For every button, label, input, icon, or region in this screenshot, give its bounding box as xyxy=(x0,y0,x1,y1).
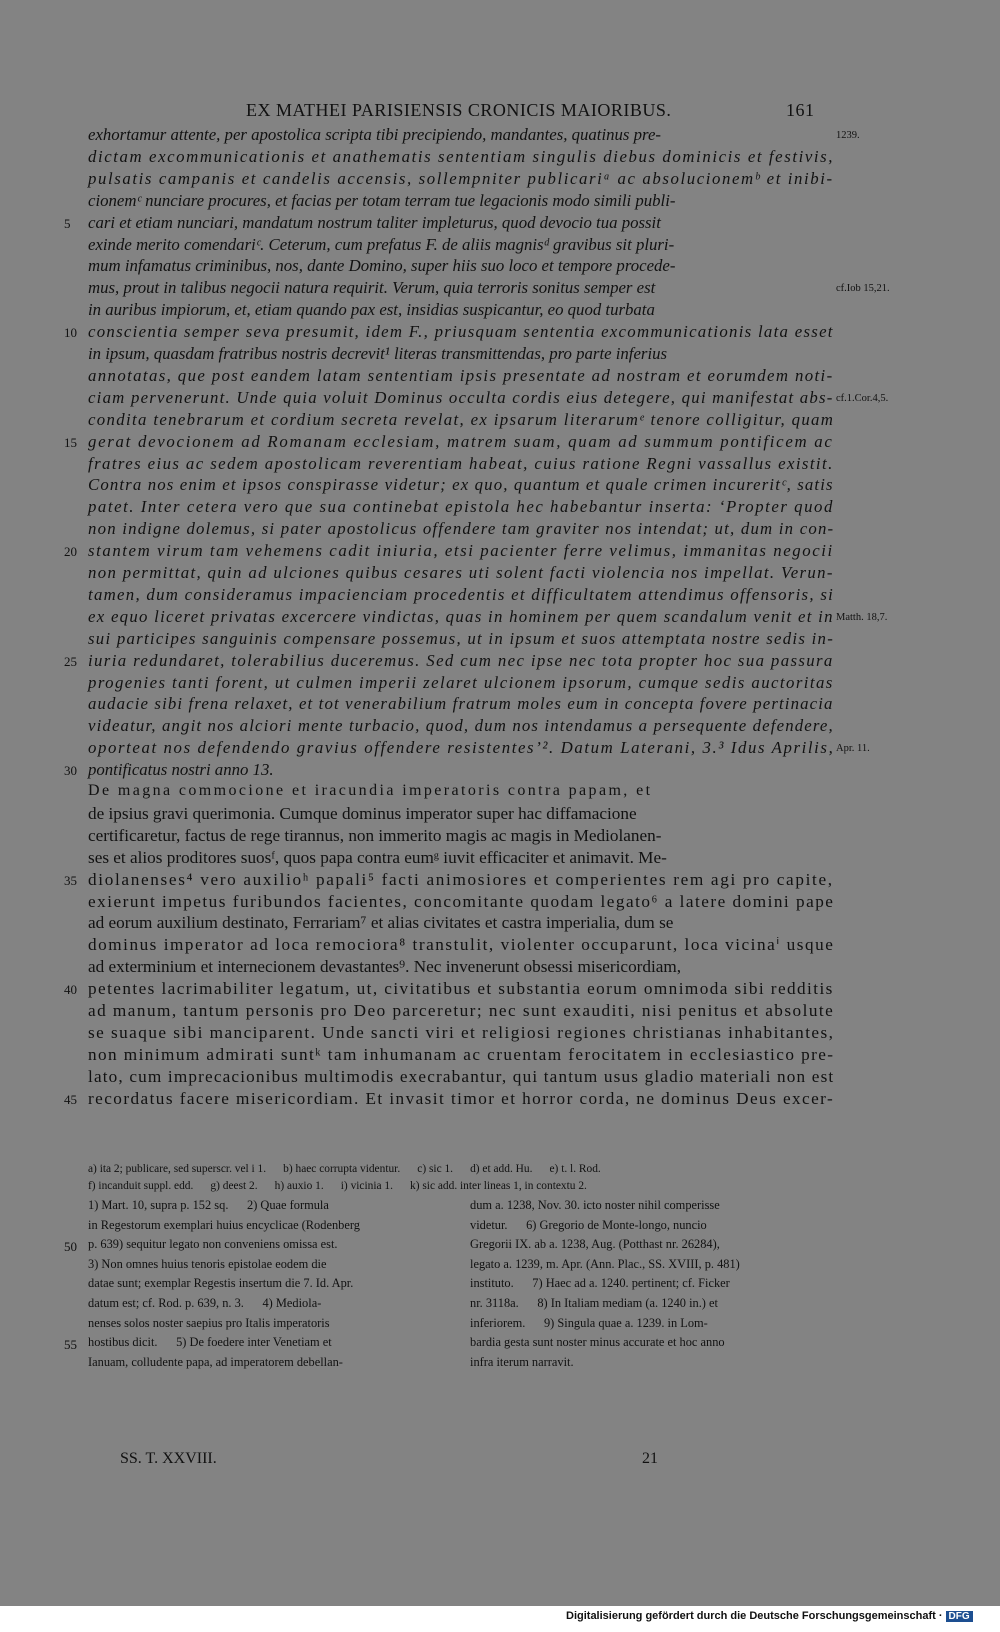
running-title: EX MATHEI PARISIENSIS CRONICIS MAIORIBUS. xyxy=(246,100,672,120)
footnote-line: videtur. 6) Gregorio de Monte-longo, nuncio xyxy=(470,1217,707,1232)
line-number: 40 xyxy=(64,982,77,998)
critical-note: a) ita 2; publicare, sed superscr. vel i 1. b) haec corrupta videntur. c) sic 1. d) et add. Hu. e) t. l. Rod. xyxy=(88,1163,601,1175)
footnote-line: dum a. 1238, Nov. 30. icto noster nihil comperisse xyxy=(470,1198,720,1212)
page-number: 161 xyxy=(786,100,815,120)
margin-note: cf.1.Cor.4,5. xyxy=(836,392,889,404)
dfg-credit xyxy=(566,1610,973,1622)
margin-note: Matth. 18,7. xyxy=(836,611,888,623)
footnote-line: 1) Mart. 10, supra p. 152 sq. 2) Quae formula xyxy=(88,1198,329,1212)
line-number: 15 xyxy=(64,434,77,450)
text-line: certificaretur, factus de rege tirannus, non immerito magis ac magis in Mediolanen- xyxy=(88,825,662,845)
text-line: dominus imperator ad loca remociora⁸ transtulit, violenter occuparunt, loca vicinaⁱ usque xyxy=(88,935,835,955)
text-line: annotatas, que post eandem latam sententiam ipsis presentate ad nostram et eorumdem noti- xyxy=(88,365,834,385)
footnote-line: hostibus dicit. 5) De foedere inter Venetiam et xyxy=(88,1335,332,1350)
margin-note: cf.Iob 15,21. xyxy=(836,283,890,295)
critical-note: f) incanduit suppl. edd. g) deest 2. h) auxio 1. i) vicinia 1. k) sic add. inter lineas 1, in contextu 2. xyxy=(88,1180,587,1192)
text-line: cionemᶜ nunciare procures, et facias per totam terram tue legacionis modo simili publi- xyxy=(88,190,676,210)
footnote-line: p. 639) sequitur legato non conveniens omissa est. xyxy=(88,1237,338,1252)
margin-note: 1239. xyxy=(836,130,860,141)
text-line: diolanenses⁴ vero auxilioʰ papali⁵ facti animosiores et comperientes rem agi pro capite, xyxy=(88,869,834,889)
text-line: exierunt impetus furibundos facientes, concomitante quodam legato⁶ a latere domini pape xyxy=(88,891,835,911)
text-line: ses et alios proditores suosᶠ, quos papa contra eumᵍ iuvit efficaciter et animavit. Me- xyxy=(88,847,667,867)
text-line: in ipsum, quasdam fratribus nostris decrevit¹ literas transmittendas, pro parte inferius xyxy=(88,344,668,363)
text-line: pontificatus nostri anno 13. xyxy=(88,760,274,780)
text-line: dictam excommunicationis et anathematis sententiam singulis diebus dominicis et festivis, xyxy=(88,146,835,166)
line-number: 10 xyxy=(64,325,77,341)
footnote-line-number: 55 xyxy=(64,1337,77,1353)
text-line: lato, cum imprecacionibus multimodis execrabantur, qui tantum usus gladio materiali non est xyxy=(88,1066,835,1086)
text-line: progenies tanti forent, ut culmen imperii zelaret ulcionem ipsorum, cumque sedis auctoritas xyxy=(88,672,834,692)
text-line: se suaque sibi manciparent. Unde sancti viri et religiosi regiones christianas inhabitantes, xyxy=(88,1022,835,1042)
text-line: tamen, dum consideramus impacienciam procedentis et difficultatem attendimus offensoris, si xyxy=(88,584,835,604)
text-line: in auribus impiorum, et, etiam quando pax est, insidias suspicantur, eo quod turbata xyxy=(88,300,655,320)
footnote-line: legato a. 1239, m. Apr. (Ann. Plac., SS. XVIII, p. 481) xyxy=(470,1256,740,1271)
footnote-line: Ianuam, colludente papa, ad imperatorem debellan- xyxy=(88,1354,343,1369)
text-line: mum infamatus criminibus, nos, dante Domino, super hiis suo loco et tempore procede- xyxy=(88,256,676,276)
text-line: oporteat nos defendendo gravius offendere resistentes’². Datum Laterani, 3.³ Idus Aprilis, xyxy=(88,738,835,758)
text-line: ad manum, tantum personis pro Deo parceretur; nec sunt exauditi, nisi penitus et absolute xyxy=(88,1001,835,1020)
footnote-line: bardia gesta sunt noster minus accurate et hoc anno xyxy=(470,1335,725,1350)
text-line: non minimum admirati suntᵏ tam inhumanam ac cruentam ferocitatem in ecclesiastico pre- xyxy=(88,1044,835,1064)
footnote-line: instituto. 7) Haec ad a. 1240. pertinent; cf. Ficker xyxy=(470,1276,730,1291)
line-number: 35 xyxy=(64,872,77,888)
credit-text: Digitalisierung gefördert durch die Deutsche Forschungsgemeinschaft · xyxy=(566,1610,943,1622)
footnote-line: nenses solos noster saepius pro Italis imperatoris xyxy=(88,1315,330,1330)
text-line: petentes lacrimabiliter legatum, ut, civitatibus et substantia eorum omnimoda sibi redditis xyxy=(88,979,834,999)
sheet-number: 21 xyxy=(642,1450,658,1467)
line-number: 45 xyxy=(64,1091,77,1107)
text-line: De magna commocione et iracundia imperatoris contra papam, et xyxy=(88,782,653,799)
text-line: non permittat, quin ad ulciones quibus cesares uti solent facti violencia nos impellat. Verun- xyxy=(88,563,834,582)
text-line: recordatus facere misericordiam. Et invasit timor et horror corda, ne dominus Deus excer- xyxy=(88,1088,835,1108)
text-line: exhortamur attente, per apostolica scripta tibi precipiendo, mandantes, quatinus pre- xyxy=(88,125,661,144)
series-signature: SS. T. XXVIII. xyxy=(120,1450,217,1467)
line-number: 5 xyxy=(64,215,71,231)
text-line: ex equo liceret privatas excercere vindictas, quas in hominem per quem scandalum venit et in xyxy=(88,606,834,626)
line-number: 20 xyxy=(64,544,77,560)
text-line: ad exterminium et internecionem devastantes⁹. Nec invenerunt obsessi misericordiam, xyxy=(88,957,682,977)
text-line: iuria redundaret, tolerabilius duceremus. Sed cum nec ipse nec tota propter hoc sua passura xyxy=(88,650,834,670)
text-line: non indigne dolemus, si pater apostolicus offendere tam graviter nos intendat; ut, dum in con- xyxy=(88,519,835,539)
footnote-line: nr. 3118a. 8) In Italiam mediam (a. 1240 in.) et xyxy=(470,1296,718,1310)
text-line: mus, prout in talibus negocii natura requirit. Verum, quia terroris sonitus semper est xyxy=(88,278,656,298)
footnote-line: inferiorem. 9) Singula quae a. 1239. in Lom- xyxy=(470,1315,708,1330)
footnote-line-number: 50 xyxy=(64,1239,77,1255)
text-line: sui participes sanguinis compensare possemus, ut in ipsum et suos attemptata nostre sedis in- xyxy=(88,628,835,648)
text-line: exinde merito comendariᶜ. Ceterum, cum prefatus F. de aliis magnisᵈ gravibus sit pluri- xyxy=(88,234,675,254)
text-line: pulsatis campanis et candelis accensis, sollempniter publicariᵃ ac absolucionemᵇ et inibi- xyxy=(88,168,834,188)
text-line: stantem virum tam vehemens cadit iniuria, etsi pacienter ferre velimus, immanitas negocii xyxy=(88,541,834,561)
text-line: fratres eius ac sedem apostolicam reverentiam habeat, cuius ratione Regni vassallus existit. xyxy=(88,453,834,473)
text-line: audacie sibi frena relaxet, et tot venerabilium fratrum moles eum in concepta fovere pertinacia xyxy=(88,694,834,714)
margin-note: Apr. 11. xyxy=(836,743,870,755)
footnote-line: 3) Non omnes huius tenoris epistolae eodem die xyxy=(88,1256,327,1271)
footnote-line: in Regestorum exemplari huius encyclicae (Rodenberg xyxy=(88,1217,360,1232)
text-line: de ipsius gravi querimonia. Cumque dominus imperator super hac diffamacione xyxy=(88,803,637,823)
text-line: Contra nos enim et ipsos conspirasse videtur; ex quo, quantum et quale crimen incureritᶜ, satis xyxy=(88,475,834,495)
line-number: 25 xyxy=(64,653,77,669)
footnote-line: datae sunt; exemplar Regestis insertum die 7. Id. Apr. xyxy=(88,1276,354,1291)
line-number: 30 xyxy=(64,763,77,779)
text-line: condita tenebrarum et cordium secreta revelat, ex ipsarum literarumᵉ tenore colligitur, quam xyxy=(88,409,835,429)
footnote-line: infra iterum narravit. xyxy=(470,1354,574,1369)
text-line: ad eorum auxilium destinato, Ferrariam⁷ et alias civitates et castra imperialia, dum se xyxy=(88,913,674,933)
text-line: ciam pervenerunt. Unde quia voluit Dominus occulta cordis eius detegere, qui manifestat abs- xyxy=(88,387,834,407)
text-line: gerat devocionem ad Romanam ecclesiam, matrem suam, quam ad summum pontificem ac xyxy=(88,431,834,451)
footnote-line: Gregorii IX. ab a. 1238, Aug. (Potthast nr. 26284), xyxy=(470,1237,720,1252)
text-line: patet. Inter cetera vero que sua continebat epistola hec habebantur inserta: ‘Propter quod xyxy=(88,497,834,517)
text-line: videatur, angit nos alciori mente turbacio, quod, dum nos intendamus a persequente defendere, xyxy=(88,716,834,736)
footnote-line: datum est; cf. Rod. p. 639, n. 3. 4) Mediola- xyxy=(88,1296,322,1310)
text-line: cari et etiam nunciari, mandatum nostrum taliter impleturus, quod devocio tua possit xyxy=(88,212,661,232)
text-line: conscientia semper seva presumit, idem F., priusquam sententia excommunicationis lata esset xyxy=(88,322,834,342)
dfg-logo: DFG xyxy=(946,1611,973,1622)
